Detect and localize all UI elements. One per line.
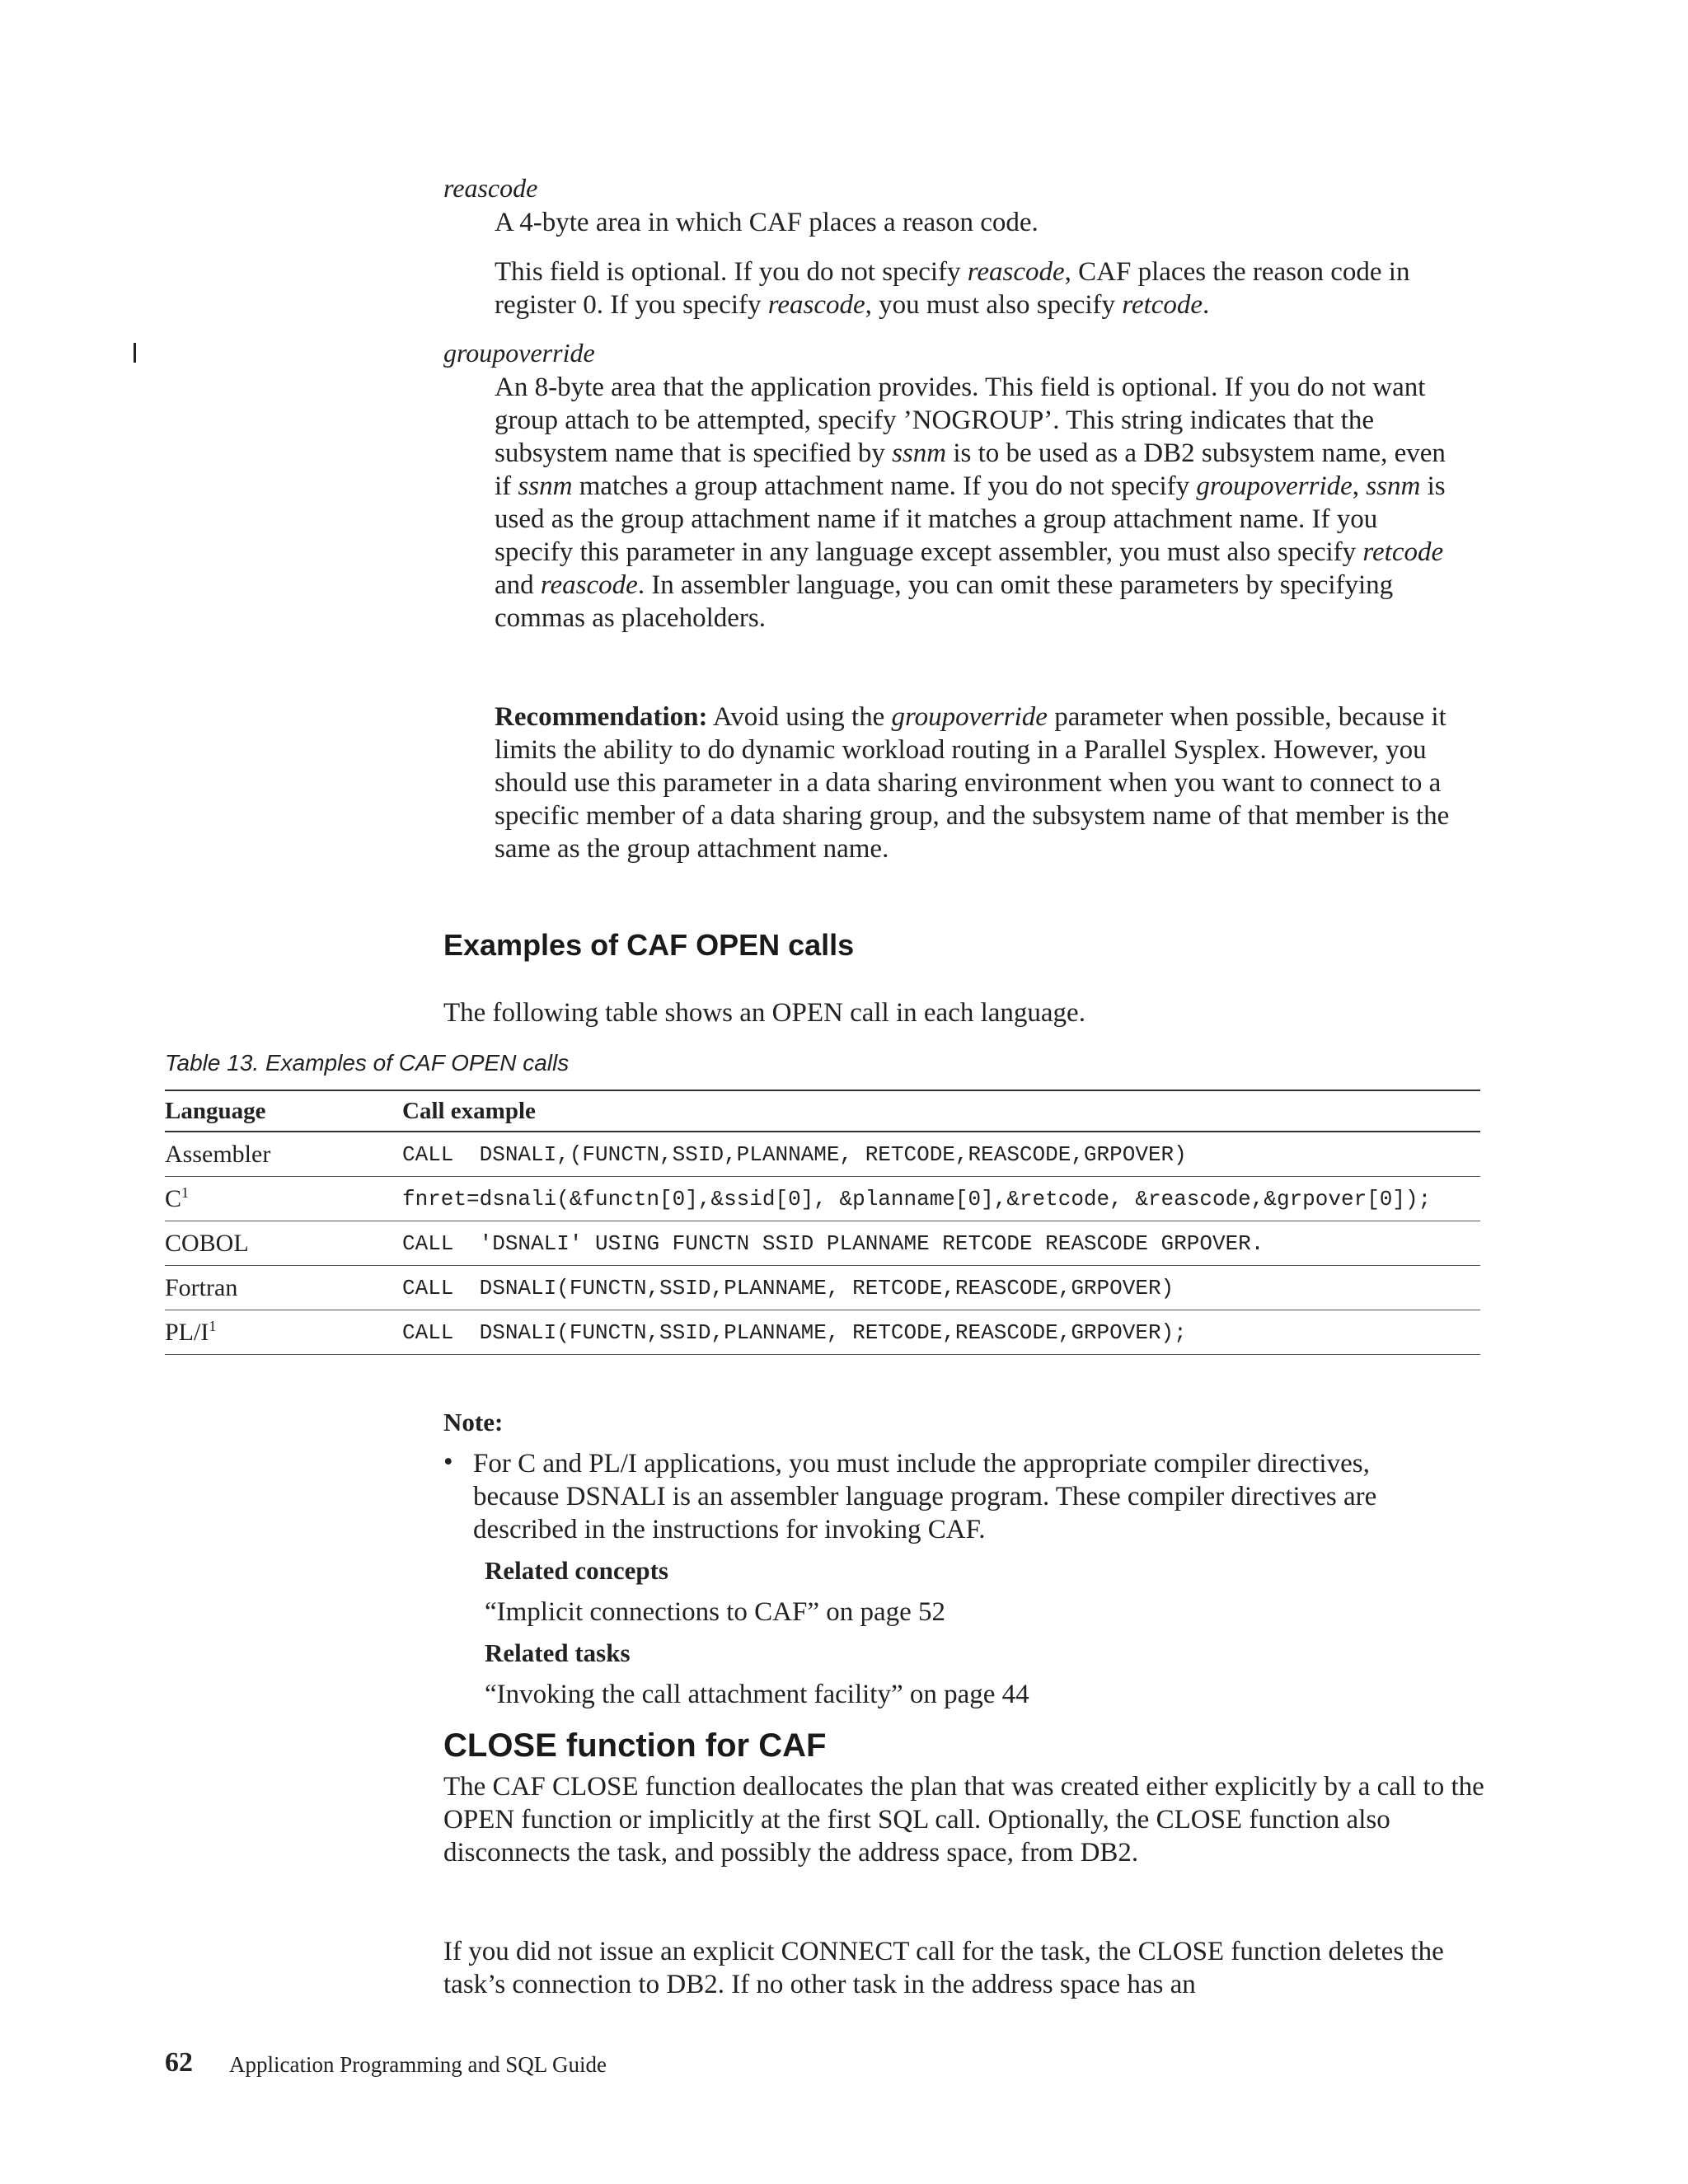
examples-heading: Examples of CAF OPEN calls [443, 928, 855, 962]
text-run: . [1203, 290, 1210, 320]
close-function-heading: CLOSE function for CAF [443, 1727, 827, 1764]
call-example-cell: CALL DSNALI(FUNCTN,SSID,PLANNAME, RETCODE,REASCODE,GRPOVER) [402, 1266, 1480, 1310]
page-number: 62 [165, 2047, 193, 2078]
italic-term: ssnm [1366, 471, 1421, 501]
text-run: An 8-byte area that the application provides. This field is optional. If you do not want group attach to be attempted, specify ’NOGROUP’. This string indicates that the subsystem name that is specified by [495, 373, 1426, 468]
language-name: Assembler [165, 1140, 271, 1168]
header-call-example: Call example [402, 1090, 1480, 1132]
text-run: parameter when possible, because it limits the ability to do dynamic workload routing in a Parallel Sysplex. However, you should use this parameter in a data sharing environment when you want to connect to a specific member of a data sharing group, and the subsystem name of that member is the same as the group attachment name. [495, 702, 1450, 864]
language-name: COBOL [165, 1229, 249, 1257]
recommendation-label: Recommendation: [495, 702, 708, 732]
italic-term: retcode [1362, 537, 1444, 567]
language-name: C [165, 1185, 182, 1212]
call-example-cell: CALL DSNALI,(FUNCTN,SSID,PLANNAME, RETCODE,REASCODE,GRPOVER) [402, 1132, 1480, 1177]
table-row [165, 1177, 1480, 1221]
table-row [165, 1132, 1480, 1177]
related-concepts-link[interactable]: “Implicit connections to CAF” on page 52 [485, 1597, 946, 1627]
groupoverride-description [495, 371, 1459, 635]
note-bullet-text: For C and PL/I applications, you must include the appropriate compiler directives, because DSNALI is an assembler language program. These compiler directives are described in the instructions for invoking CAF. [473, 1449, 1377, 1544]
related-tasks-label: Related tasks [485, 1638, 631, 1667]
reascode-description: A 4-byte area in which CAF places a reason code. [495, 208, 1039, 237]
table-caption: Table 13. Examples of CAF OPEN calls [165, 1050, 570, 1076]
examples-intro: The following table shows an OPEN call in each language. [443, 998, 1085, 1028]
call-example-cell: CALL DSNALI(FUNCTN,SSID,PLANNAME, RETCODE,REASCODE,GRPOVER); [402, 1310, 1480, 1355]
italic-term: reascode [967, 257, 1065, 287]
call-example-cell: fnret=dsnali(&functn[0],&ssid[0], &planname[0],&retcode, &reascode,&grpover[0]); [402, 1177, 1480, 1221]
close-paragraph-1: The CAF CLOSE function deallocates the plan that was created either explicitly by a call to the OPEN function or implicitly at the first SQL call. Optionally, the CLOSE function also disconnects the task, and possibly the address space, from DB2. [443, 1772, 1484, 1868]
text-run: , you must also specify [865, 290, 1123, 320]
italic-term: reascode [540, 570, 638, 600]
reascode-term: reascode [443, 173, 538, 203]
text-run: . In assembler language, you can omit these parameters by specifying commas as placeholders. [495, 570, 1394, 633]
text-run: is used as the group attachment name if it matches a group attachment name. If you specify this parameter in any language except assembler, you must also specify [495, 471, 1446, 567]
note-label: Note: [443, 1408, 504, 1436]
language-cell [165, 1266, 402, 1310]
revision-change-bar [134, 343, 136, 363]
footnote-marker: 1 [209, 1318, 217, 1334]
groupoverride-term: groupoverride [443, 338, 595, 368]
related-tasks-link[interactable]: “Invoking the call attachment facility” on page 44 [485, 1680, 1029, 1709]
language-cell [165, 1310, 402, 1355]
call-example-cell: CALL 'DSNALI' USING FUNCTN SSID PLANNAME RETCODE REASCODE GRPOVER. [402, 1221, 1480, 1266]
language-cell [165, 1221, 402, 1266]
text-run: Avoid using the [707, 702, 892, 732]
italic-term: retcode [1122, 290, 1203, 320]
italic-term: groupoverride [1196, 471, 1353, 501]
language-name: Fortran [165, 1273, 238, 1301]
text-run: , CAF places the reason code in register 0. If you specify [495, 257, 1410, 320]
footnote-marker: 1 [181, 1184, 190, 1201]
bullet-marker: • [443, 1447, 453, 1477]
language-cell [165, 1132, 402, 1177]
related-concepts-label: Related concepts [485, 1556, 668, 1585]
caf-open-examples-table [165, 1090, 1480, 1355]
header-language: Language [165, 1090, 402, 1132]
text-run: This field is optional. If you do not specify [495, 257, 968, 287]
text-run: is to be used as a DB2 subsystem name, even if [495, 438, 1446, 501]
language-name: PL/I [165, 1319, 209, 1346]
table-row [165, 1221, 1480, 1266]
text-run: matches a group attachment name. If you do not specify [572, 471, 1197, 501]
table-row [165, 1266, 1480, 1310]
italic-term: ssnm [518, 471, 573, 501]
table-header-row [165, 1090, 1480, 1132]
language-cell [165, 1177, 402, 1221]
footer-book-title: Application Programming and SQL Guide [229, 2052, 607, 2077]
text-run: , [1352, 471, 1367, 501]
text-run: and [495, 570, 541, 600]
table-row [165, 1310, 1480, 1355]
close-paragraph-2: If you did not issue an explicit CONNECT call for the task, the CLOSE function deletes the task’s connection to DB2. If no other task in the address space has an [443, 1937, 1444, 1999]
reascode-detail [495, 255, 1467, 321]
italic-term: ssnm [892, 438, 947, 468]
italic-term: reascode [767, 290, 865, 320]
italic-term: groupoverride [891, 702, 1048, 732]
recommendation-paragraph [495, 701, 1484, 865]
